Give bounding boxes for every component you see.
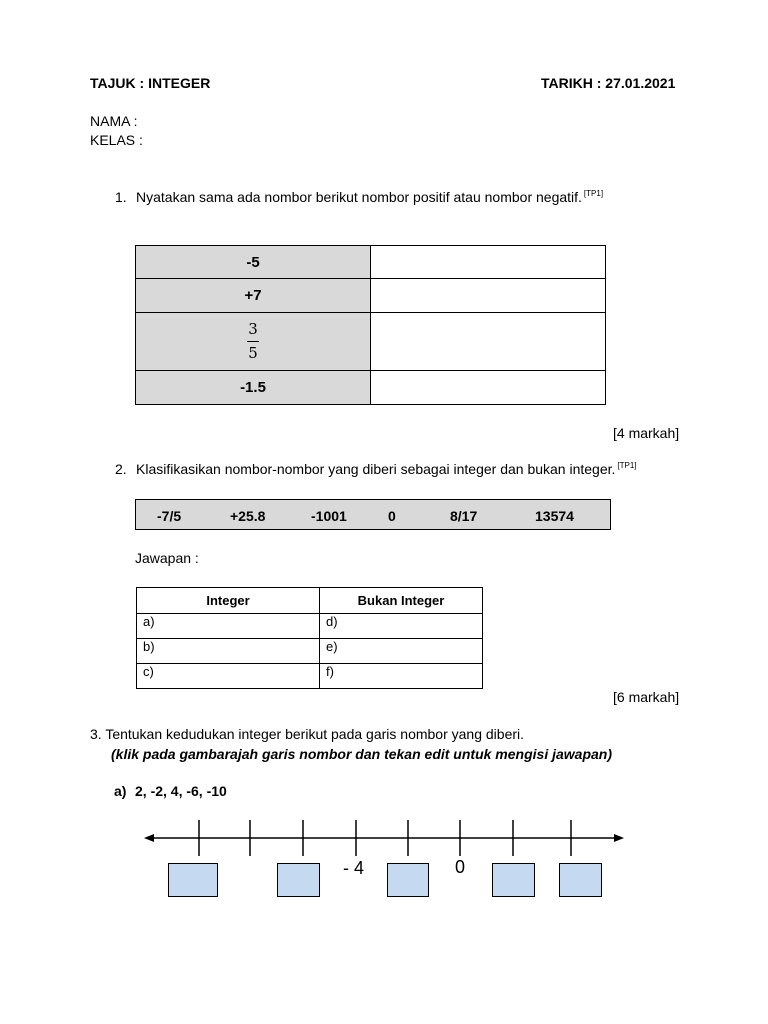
answer-box[interactable] xyxy=(277,863,320,897)
q1-number: 1. xyxy=(115,189,127,205)
worksheet-date: TARIKH : 27.01.2021 xyxy=(541,75,676,91)
integer-answer-cell[interactable]: c) xyxy=(137,664,320,689)
q3-part-a-values: 2, -2, 4, -6, -10 xyxy=(135,783,227,799)
non-integer-header: Bukan Integer xyxy=(320,588,483,614)
q2-tag: [TP1] xyxy=(617,461,637,471)
q3-part-a-label: a) xyxy=(114,783,127,799)
fraction-denominator: 5 xyxy=(248,343,258,362)
q2-number-item: 13574 xyxy=(535,508,574,524)
q2-marks: [6 markah] xyxy=(613,689,680,705)
integer-answer-cell[interactable]: b) xyxy=(137,639,320,664)
non-integer-answer-cell[interactable]: d) xyxy=(320,614,483,639)
q2-number: 2. xyxy=(115,461,127,477)
answer-label: Jawapan : xyxy=(135,550,199,566)
integer-answer-cell[interactable]: a) xyxy=(137,614,320,639)
q3-text: 3. Tentukan kedudukan integer berikut pada garis nombor yang diberi. xyxy=(90,726,525,742)
q1-marks: [4 markah] xyxy=(613,425,680,441)
q1-tag: [TP1] xyxy=(583,189,604,199)
integer-header: Integer xyxy=(137,588,320,614)
q2-number-item: 0 xyxy=(388,508,396,524)
class-label: KELAS : xyxy=(90,132,143,148)
fraction-numerator: 3 xyxy=(247,322,259,342)
line-label-zero: 0 xyxy=(455,857,466,877)
q2-number-item: +25.8 xyxy=(230,508,266,524)
answer-box[interactable] xyxy=(492,863,535,897)
q1-value-cell: -1.5 xyxy=(136,371,371,405)
answer-box[interactable] xyxy=(168,863,218,897)
answer-box[interactable] xyxy=(559,863,602,897)
answer-box[interactable] xyxy=(387,863,429,897)
non-integer-answer-cell[interactable]: e) xyxy=(320,639,483,664)
q2-number-item: 8/17 xyxy=(450,508,478,524)
q2-number-item: -7/5 xyxy=(157,508,182,524)
q1-value-cell: -5 xyxy=(136,246,371,279)
worksheet-title: TAJUK : INTEGER xyxy=(90,75,211,91)
q1-value-cell: +7 xyxy=(136,279,371,313)
non-integer-answer-cell[interactable]: f) xyxy=(320,664,483,689)
right-arrow-icon xyxy=(614,834,624,842)
q2-text-body: Klasifikasikan nombor-nombor yang diberi sebagai integer dan bukan integer. xyxy=(136,461,616,477)
q3-instruction: (klik pada gambarajah garis nombor dan tekan edit untuk mengisi jawapan) xyxy=(111,746,612,762)
left-arrow-icon xyxy=(144,834,154,842)
q2-number-item: -1001 xyxy=(311,508,347,524)
name-label: NAMA : xyxy=(90,113,138,129)
line-label-minus-four: - 4 xyxy=(343,858,365,878)
q1-text-body: Nyatakan sama ada nombor berikut nombor positif atau nombor negatif. xyxy=(136,189,582,205)
